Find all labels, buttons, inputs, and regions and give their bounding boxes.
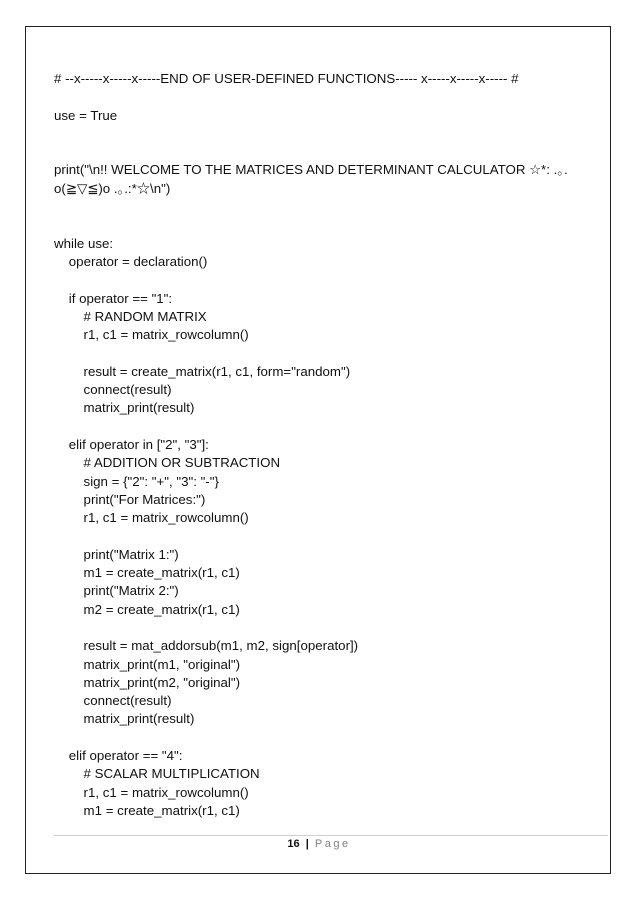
code-line — [54, 143, 614, 161]
code-line: use = True — [54, 107, 118, 123]
code-line: # --x-----x-----x-----END OF USER-DEFINED FUNCTIONS----- x-----x-----x----- # — [54, 71, 519, 86]
code-line: r1, c1 = matrix_rowcolumn() — [54, 784, 249, 800]
code-line: matrix_print(result) — [54, 400, 195, 416]
code-line: matrix_print(m2, "original") — [54, 674, 241, 690]
footer-divider — [54, 835, 608, 836]
code-line: r1, c1 = matrix_rowcolumn() — [54, 327, 249, 343]
code-line — [54, 198, 614, 216]
page-label: Page — [314, 838, 351, 850]
code-line: # RANDOM MATRIX — [54, 308, 207, 324]
code-line — [54, 271, 614, 289]
code-line: # ADDITION OR SUBTRACTION — [54, 455, 281, 471]
footer-separator: | — [305, 838, 309, 850]
code-line: result = mat_addorsub(m1, m2, sign[operator]) — [54, 638, 359, 654]
code-line — [54, 344, 614, 362]
code-line — [54, 729, 614, 747]
code-line: elif operator in ["2", "3"]: — [54, 436, 209, 452]
code-line — [54, 418, 614, 436]
code-line: m1 = create_matrix(r1, c1) — [54, 802, 240, 818]
code-line — [54, 619, 614, 637]
code-line — [54, 88, 614, 106]
code-line: result = create_matrix(r1, c1, form="random") — [54, 363, 351, 379]
code-line — [54, 125, 614, 143]
code-line: sign = {"2": "+", "3": "-"} — [54, 473, 219, 489]
code-line — [54, 216, 614, 234]
page-number: 16 — [287, 838, 300, 850]
code-line: operator = declaration() — [54, 253, 208, 269]
code-line: connect(result) — [54, 382, 172, 398]
code-line: elif operator == "4": — [54, 747, 183, 763]
code-line: r1, c1 = matrix_rowcolumn() — [54, 510, 249, 526]
code-block — [54, 70, 614, 820]
code-line: print("\n!! WELCOME TO THE MATRICES AND DETERMINANT CALCULATOR ☆*: .｡. — [54, 162, 568, 178]
code-line: if operator == "1": — [54, 290, 173, 306]
page-footer — [0, 838, 638, 850]
code-line: m1 = create_matrix(r1, c1) — [54, 565, 240, 581]
code-line: matrix_print(m1, "original") — [54, 656, 241, 672]
code-line: print("Matrix 1:") — [54, 546, 179, 562]
code-line: connect(result) — [54, 693, 172, 709]
code-line: while use: — [54, 235, 114, 251]
code-line: matrix_print(result) — [54, 711, 195, 727]
code-line: o(≧▽≦)o .｡.:*☆\n") — [54, 180, 171, 196]
code-line: print("Matrix 2:") — [54, 583, 179, 599]
code-line: m2 = create_matrix(r1, c1) — [54, 601, 240, 617]
code-line — [54, 527, 614, 545]
code-line: # SCALAR MULTIPLICATION — [54, 766, 260, 782]
code-line: print("For Matrices:") — [54, 491, 206, 507]
